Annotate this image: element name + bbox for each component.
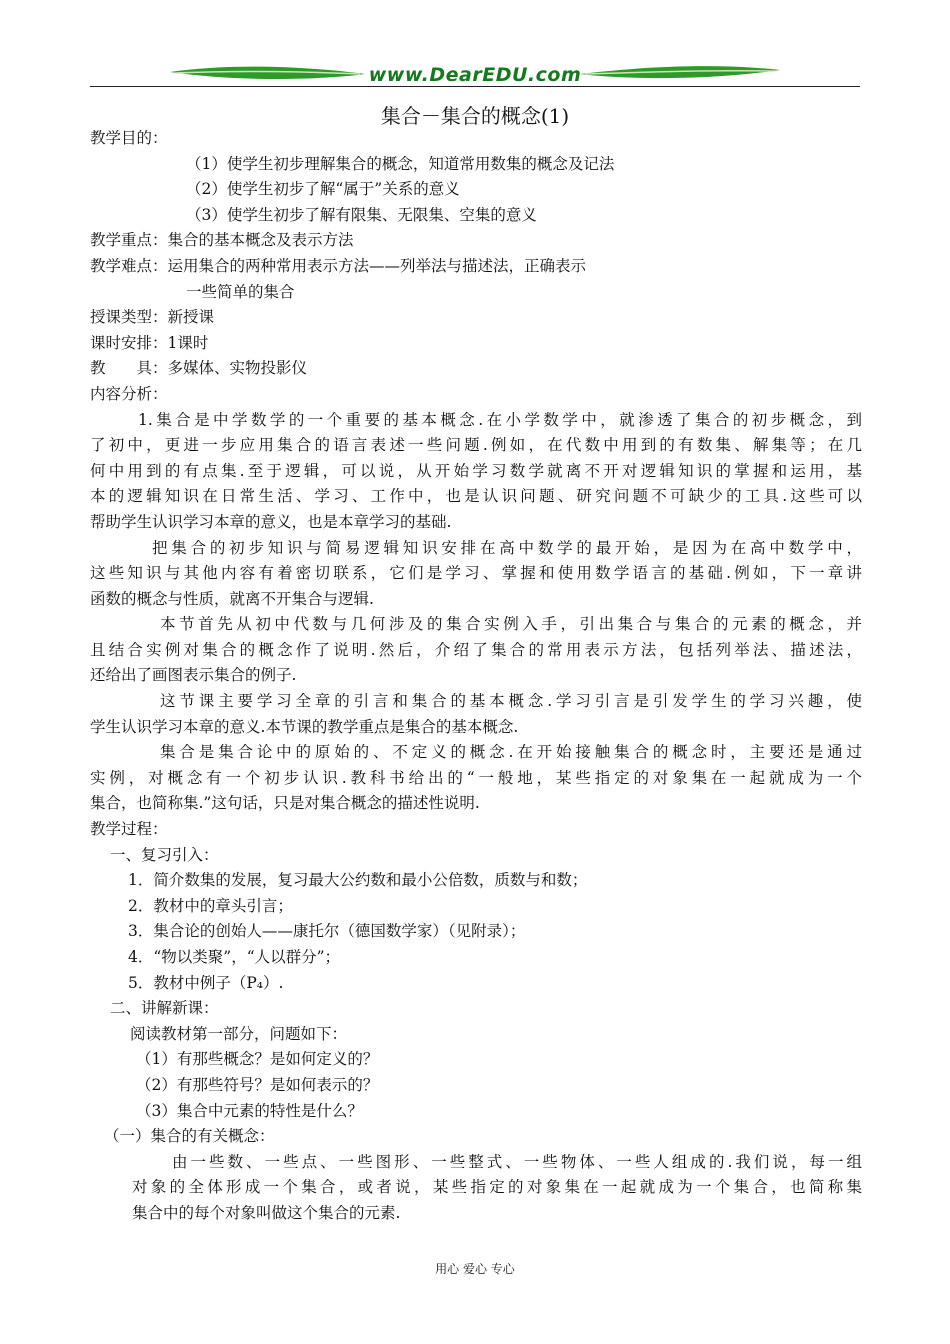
paragraph-line: 对象的全体形成一个集合，或者说，某些指定的对象集在一起就成为一个集合，也简称集 [132, 1178, 862, 1197]
paragraph-line: 且结合实例对集合的概念作了说明.然后，介绍了集合的常用表示方法，包括列举法、描述法， [90, 640, 862, 659]
paragraph-line: 了初中，更进一步应用集合的语言表述一些问题.例如，在代数中用到的有数集、解集等；在几 [90, 436, 862, 455]
reading-instruction: 阅读教材第一部分，问题如下： [130, 1024, 348, 1043]
question-item: （3）集合中元素的特性是什么？ [136, 1101, 363, 1120]
difficulty-line: 教学难点：运用集合的两种常用表示方法——列举法与描述法，正确表示 [90, 256, 587, 275]
paragraph-line: 还给出了画图表示集合的例子. [90, 666, 297, 685]
objective-item: （2）使学生初步了解“属于”关系的意义 [186, 180, 460, 199]
paragraph-line: 函数的概念与性质，就离不开集合与逻辑. [90, 589, 374, 608]
document-body [90, 126, 862, 1227]
sub-heading: （一）集合的有关概念： [104, 1127, 275, 1146]
analysis-label: 内容分析： [90, 384, 168, 403]
section-heading: 二、讲解新课： [110, 999, 219, 1018]
course-type: 授课类型：新授课 [90, 308, 215, 327]
header-divider [90, 86, 860, 87]
paragraph-line: 集合，也简称集.”这句话，只是对集合概念的描述性说明. [90, 794, 480, 813]
process-label: 教学过程： [90, 820, 168, 839]
paragraph-line: 这节课主要学习全章的引言和集合的基本概念.学习引言是引发学生的学习兴趣，使 [160, 692, 862, 711]
paragraph-line: 本的逻辑知识在日常生活、学习、工作中，也是认识问题、研究问题不可缺少的工具.这些可以 [90, 487, 862, 506]
paragraph-line: 把集合的初步知识与简易逻辑知识安排在高中数学的最开始，是因为在高中数学中， [152, 538, 862, 557]
list-item: 2．教材中的章头引言； [128, 896, 293, 915]
page-title: 集合－集合的概念(1) [380, 104, 570, 128]
difficulty-line: 一些简单的集合 [186, 282, 295, 301]
paragraph-line: 这些知识与其他内容有着密切联系，它们是学习、掌握和使用数学语言的基础.例如，下一章讲 [90, 564, 862, 583]
paragraph-line: 集合中的每个对象叫做这个集合的元素. [132, 1203, 401, 1222]
paragraph-line: 由一些数、一些点、一些图形、一些整式、一些物体、一些人组成的.我们说，每一组 [172, 1152, 862, 1171]
question-item: （2）有那些符号？是如何表示的？ [136, 1075, 379, 1094]
list-item: 4．“物以类聚”，“人以群分”； [128, 948, 341, 966]
teaching-tools: 教 具：多媒体、实物投影仪 [90, 359, 308, 378]
list-item: 1．简介数集的发展，复习最大公约数和最小公倍数，质数与和数； [128, 871, 588, 890]
paragraph-line: 何中用到的有点集.至于逻辑，可以说，从开始学习数学就离不开对逻辑知识的掌握和运用，基 [90, 461, 862, 480]
list-item: 5．教材中例子（P₄）. [128, 973, 284, 992]
objective-item: （3）使学生初步了解有限集、无限集、空集的意义 [186, 205, 537, 224]
page-footer: 用心 爱心 专心 [435, 1262, 515, 1276]
schedule: 课时安排：1课时 [90, 333, 209, 352]
paragraph-line: 帮助学生认识学习本章的意义，也是本章学习的基础. [90, 512, 452, 531]
paragraph-line: 实例，对概念有一个初步认识.教科书给出的“一般地，某些指定的对象集在一起就成为一个 [90, 768, 862, 787]
question-item: （1）有那些概念？是如何定义的？ [136, 1050, 379, 1069]
paragraph-line: 集合是集合论中的原始的、不定义的概念.在开始接触集合的概念时，主要还是通过 [160, 743, 862, 762]
key-point: 教学重点：集合的基本概念及表示方法 [90, 231, 354, 250]
objective-item: （1）使学生初步理解集合的概念，知道常用数集的概念及记法 [186, 154, 615, 173]
objectives-label: 教学目的： [90, 129, 168, 147]
paragraph-line: 1.集合是中学数学的一个重要的基本概念.在小学数学中，就渗透了集合的初步概念，到 [138, 410, 862, 429]
paragraph-line: 学生认识学习本章的意义.本节课的教学重点是集合的基本概念. [90, 717, 519, 736]
site-logo-text: www.DearEDU.com [368, 64, 582, 86]
section-heading: 一、复习引入： [110, 845, 219, 864]
list-item: 3．集合论的创始人——康托尔（德国数学家）（见附录）； [128, 922, 526, 941]
paragraph-line: 本节首先从初中代数与几何涉及的集合实例入手，引出集合与集合的元素的概念，并 [160, 615, 862, 634]
